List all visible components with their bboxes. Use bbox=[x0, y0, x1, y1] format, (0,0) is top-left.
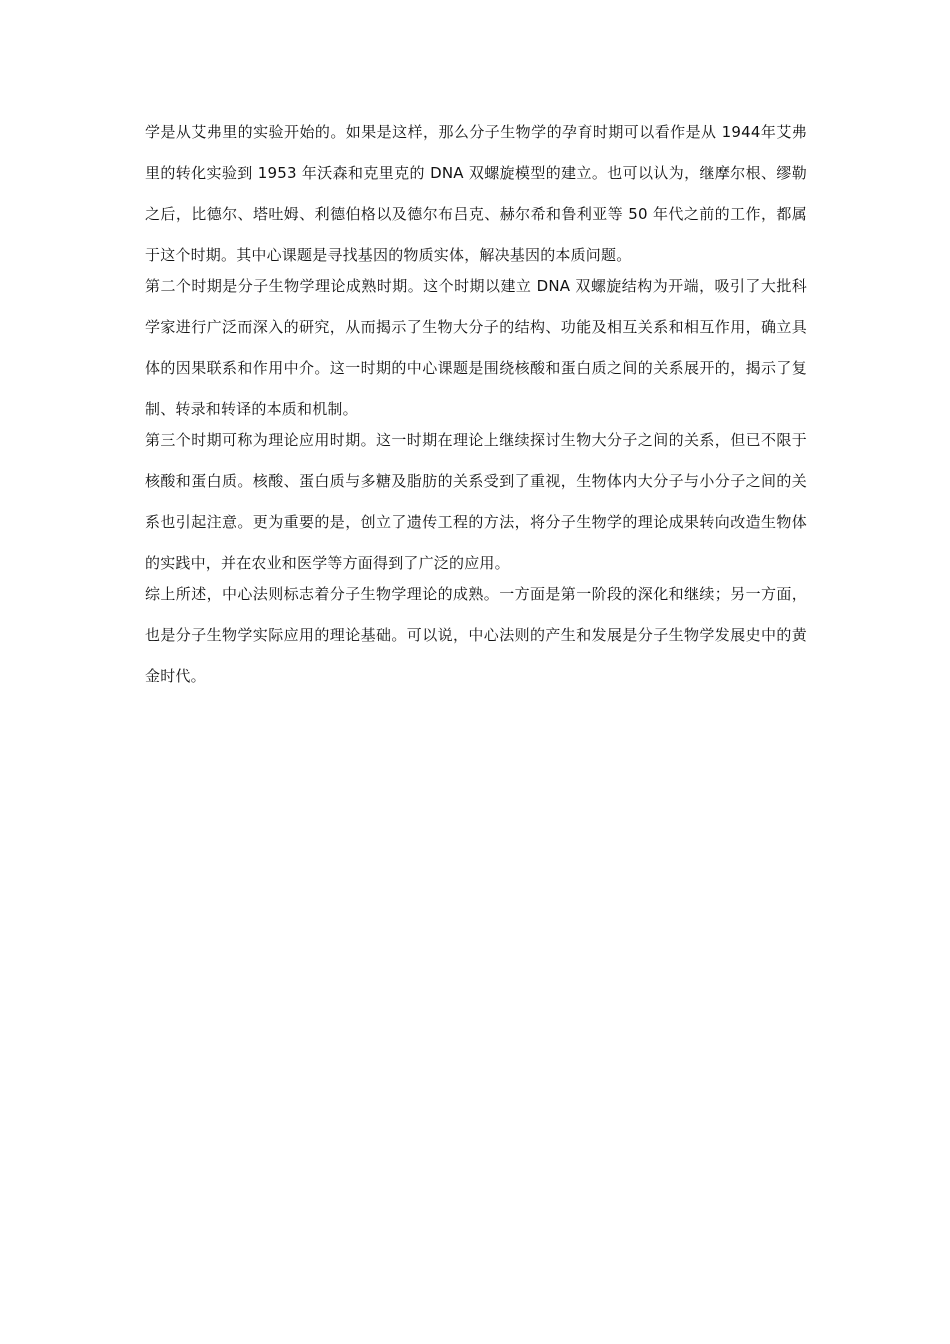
paragraph-1: 学是从艾弗里的实验开始的。如果是这样，那么分子生物学的孕育时期可以看作是从 1944年艾弗里的转化实验到 1953 年沃森和克里克的 DNA 双螺旋模型的建立。也可以认为，继摩尔根、缪勒之后，比德尔、塔吐姆、利德伯格以及德尔布吕克、赫尔希和鲁利亚等 50 年代之前的工作，都属于这个时期。其中心课题是寻找基因的物质实体，解决基因的本质问题。 bbox=[145, 123, 807, 264]
paragraph-3: 第三个时期可称为理论应用时期。这一时期在理论上继续探讨生物大分子之间的关系，但已不限于核酸和蛋白质。核酸、蛋白质与多糖及脂肪的关系受到了重视，生物体内大分子与小分子之间的关系也引起注意。更为重要的是，创立了遗传工程的方法，将分子生物学的理论成果转向改造生物体的实践中，并在农业和医学等方面得到了广泛的应用。 bbox=[145, 431, 807, 572]
paragraph-4: 综上所述，中心法则标志着分子生物学理论的成熟。一方面是第一阶段的深化和继续；另一方面，也是分子生物学实际应用的理论基础。可以说，中心法则的产生和发展是分子生物学发展史中的黄金时代。 bbox=[145, 585, 807, 685]
document-body bbox=[145, 112, 807, 697]
paragraph-2: 第二个时期是分子生物学理论成熟时期。这个时期以建立 DNA 双螺旋结构为开端，吸引了大批科学家进行广泛而深入的研究，从而揭示了生物大分子的结构、功能及相互关系和相互作用，确立具体的因果联系和作用中介。这一时期的中心课题是围绕核酸和蛋白质之间的关系展开的，揭示了复制、转录和转译的本质和机制。 bbox=[145, 277, 807, 418]
